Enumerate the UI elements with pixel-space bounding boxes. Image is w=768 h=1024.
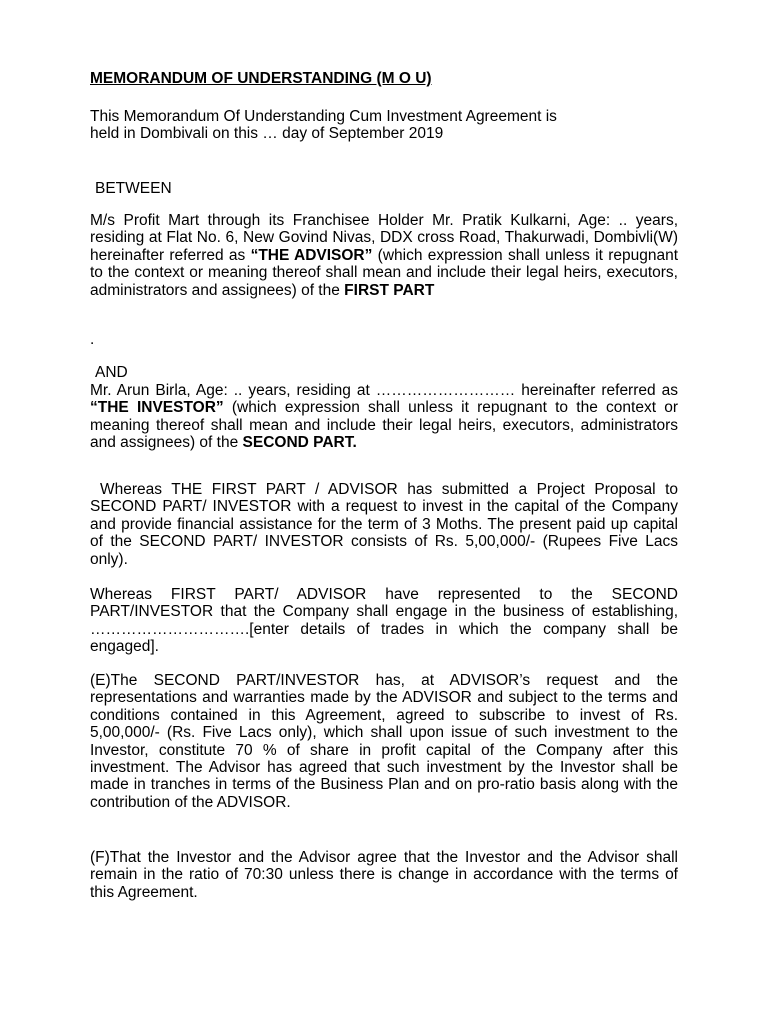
second-party-paragraph [90,382,678,452]
whereas-paragraph-1: Whereas THE FIRST PART / ADVISOR has submitted a Project Proposal to SECOND PART/ INVESTOR with a request to invest in the capital of the Company and provide financial assistance for the term of 3 Moths. The present paid up capital of the SECOND PART/ INVESTOR consists of Rs. 5,00,000/- (Rupees Five Lacs only). [90,481,678,568]
first-part-label: FIRST PART [344,281,435,299]
intro-line-1: This Memorandum Of Understanding Cum Investment Agreement is [90,108,557,125]
first-party-paragraph [90,212,678,299]
second-party-text-a: Mr. Arun Birla, Age: .. years, residing at ……………………… hereinafter referred as [90,382,678,399]
intro-line-2: held in Dombivali on this … day of September 2019 [90,125,444,143]
whereas-paragraph-2: Whereas FIRST PART/ ADVISOR have represented to the SECOND PART/INVESTOR that the Company shall engage in the business of establishing, ………………………….[enter details of trades in which the company shall be engaged]. [90,586,678,656]
second-part-label: SECOND PART. [242,434,357,452]
intro-paragraph [90,108,678,143]
second-party-text-b: (which expression shall unless it repugnant to the context or meaning thereof shall mean and include their legal heirs, executors, administrators and assignees) of the [90,399,678,452]
investor-label: “THE INVESTOR” [90,399,224,417]
document-title: MEMORANDUM OF UNDERSTANDING (M O U) [90,70,432,87]
first-party-text-a: M/s Profit Mart through its Franchisee Holder Mr. Pratik Kulkarni, Age: .. years, residing at Flat No. 6, New Govind Nivas, DDX cross Road, Thakurwadi, Dombivli(W) hereinafter referred as [90,212,678,264]
and-heading: AND [95,364,128,381]
clause-e-paragraph: (E)The SECOND PART/INVESTOR has, at ADVISOR’s request and the representations and warranties made by the ADVISOR and subject to the terms and conditions contained in this Agreement, agreed to subscribe to invest of Rs. 5,00,000/- (Rs. Five Lacs only), which shall upon issue of such investment to the Investor, constitute 70 % of share in profit capital of the Company after this investment. The Advisor has agreed that such investment by the Investor shall be made in tranches in terms of the Business Plan and on pro-ratio basis along with the contribution of the ADVISOR. [90,672,678,811]
advisor-label: “THE ADVISOR” [250,246,373,264]
first-party-text-b: (which expression shall unless it repugnant to the context or meaning thereof shall mean and include their legal heirs, executors, administrators and assignees) of the [90,246,679,299]
between-heading: BETWEEN [95,180,172,197]
separator-dot: . [90,331,95,348]
clause-f-paragraph: (F)That the Investor and the Advisor agree that the Investor and the Advisor shall remain in the ratio of 70:30 unless there is change in accordance with the terms of this Agreement. [90,849,678,901]
